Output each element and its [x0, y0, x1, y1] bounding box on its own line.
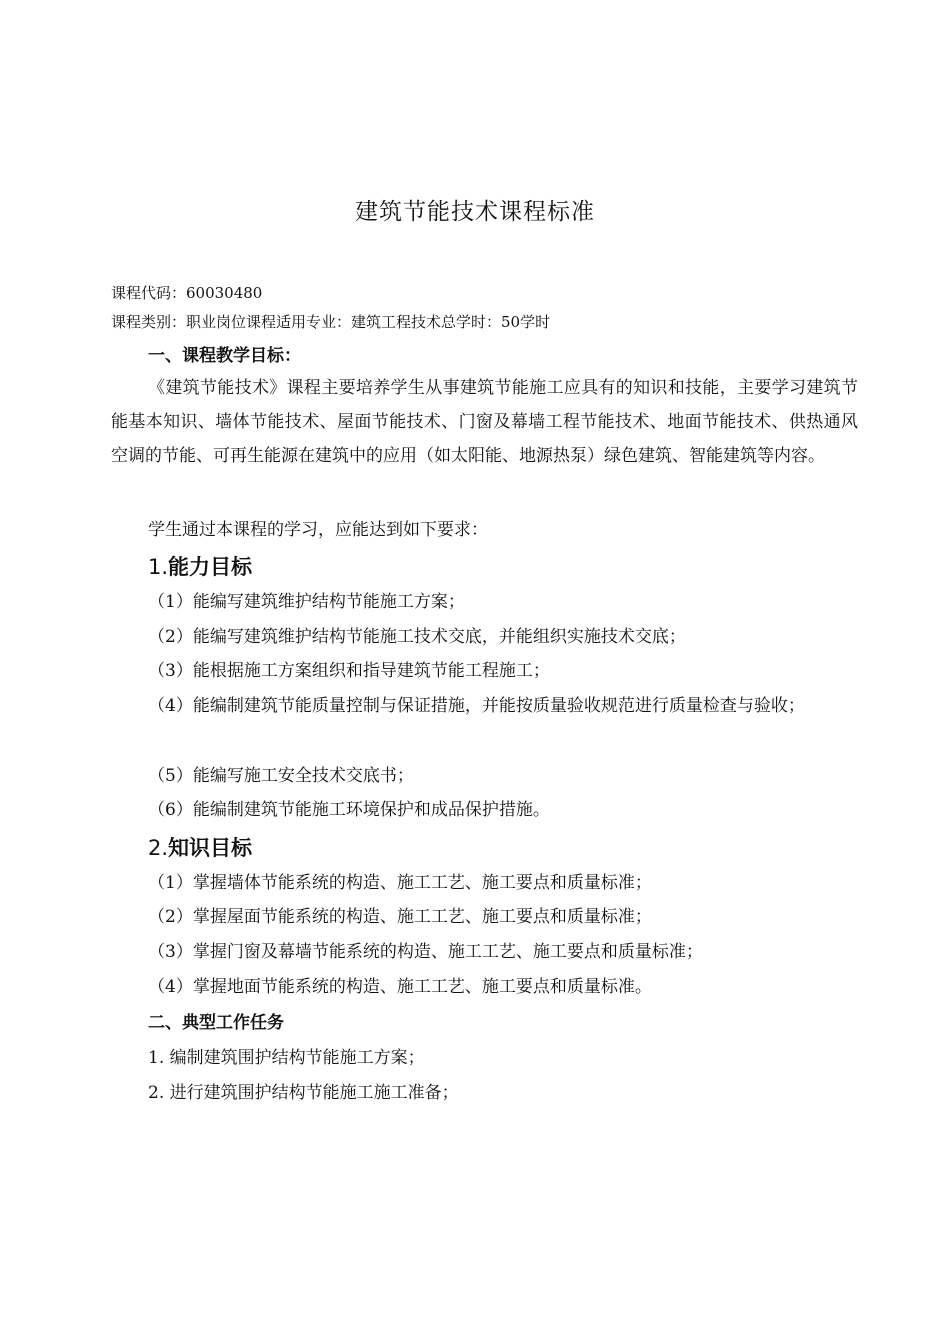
- ability-number: 1.: [148, 555, 169, 579]
- knowledge-item: （4）掌握地面节能系统的构造、施工工艺、施工要点和质量标准。: [148, 977, 652, 997]
- knowledge-heading: [148, 834, 252, 862]
- ability-item: （1）能编写建筑维护结构节能施工方案；: [148, 592, 465, 612]
- course-info: 课程类别：职业岗位课程适用专业：建筑工程技术总学时：50学时: [111, 313, 551, 331]
- ability-item: （5）能编写施工安全技术交底书；: [148, 766, 414, 786]
- ability-item: （3）能根据施工方案组织和指导建筑节能工程施工；: [148, 661, 550, 681]
- intro-paragraph: 《建筑节能技术》课程主要培养学生从事建筑节能施工应具有的知识和技能，主要学习建筑节能基本知识、墙体节能技术、屋面节能技术、门窗及幕墙工程节能技术、地面节能技术、供热通风空调的节能、可再生能源在建筑中的应用（如太阳能、地源热泵）绿色建筑、智能建筑等内容。: [111, 378, 858, 466]
- knowledge-item: （3）掌握门窗及幕墙节能系统的构造、施工工艺、施工要点和质量标准；: [148, 942, 703, 962]
- ability-item: （2）能编写建筑维护结构节能施工技术交底，并能组织实施技术交底；: [148, 627, 686, 647]
- requirement-line: 学生通过本课程的学习，应能达到如下要求：: [148, 520, 488, 540]
- knowledge-item: （1）掌握墙体节能系统的构造、施工工艺、施工要点和质量标准；: [148, 873, 652, 893]
- ability-item: （4）能编制建筑节能质量控制与保证措施，并能按质量验收规范进行质量检查与验收；: [148, 696, 805, 716]
- ability-heading-label: 能力目标: [168, 555, 253, 579]
- document-title: 建筑节能技术课程标准: [355, 199, 595, 225]
- knowledge-item: （2）掌握屋面节能系统的构造、施工工艺、施工要点和质量标准；: [148, 907, 652, 927]
- task-item: 1. 编制建筑围护结构节能施工方案；: [148, 1048, 425, 1068]
- task-item: 2. 进行建筑围护结构节能施工施工准备；: [148, 1083, 459, 1103]
- section-heading-tasks: 二、典型工作任务: [148, 1013, 284, 1033]
- ability-heading: [148, 553, 252, 581]
- ability-item: （6）能编制建筑节能施工环境保护和成品保护措施。: [148, 800, 550, 820]
- knowledge-number: 2.: [148, 836, 169, 860]
- knowledge-heading-label: 知识目标: [168, 836, 253, 860]
- section-heading-objectives: 一、课程教学目标：: [148, 346, 301, 366]
- course-code: 课程代码：60030480: [111, 284, 263, 302]
